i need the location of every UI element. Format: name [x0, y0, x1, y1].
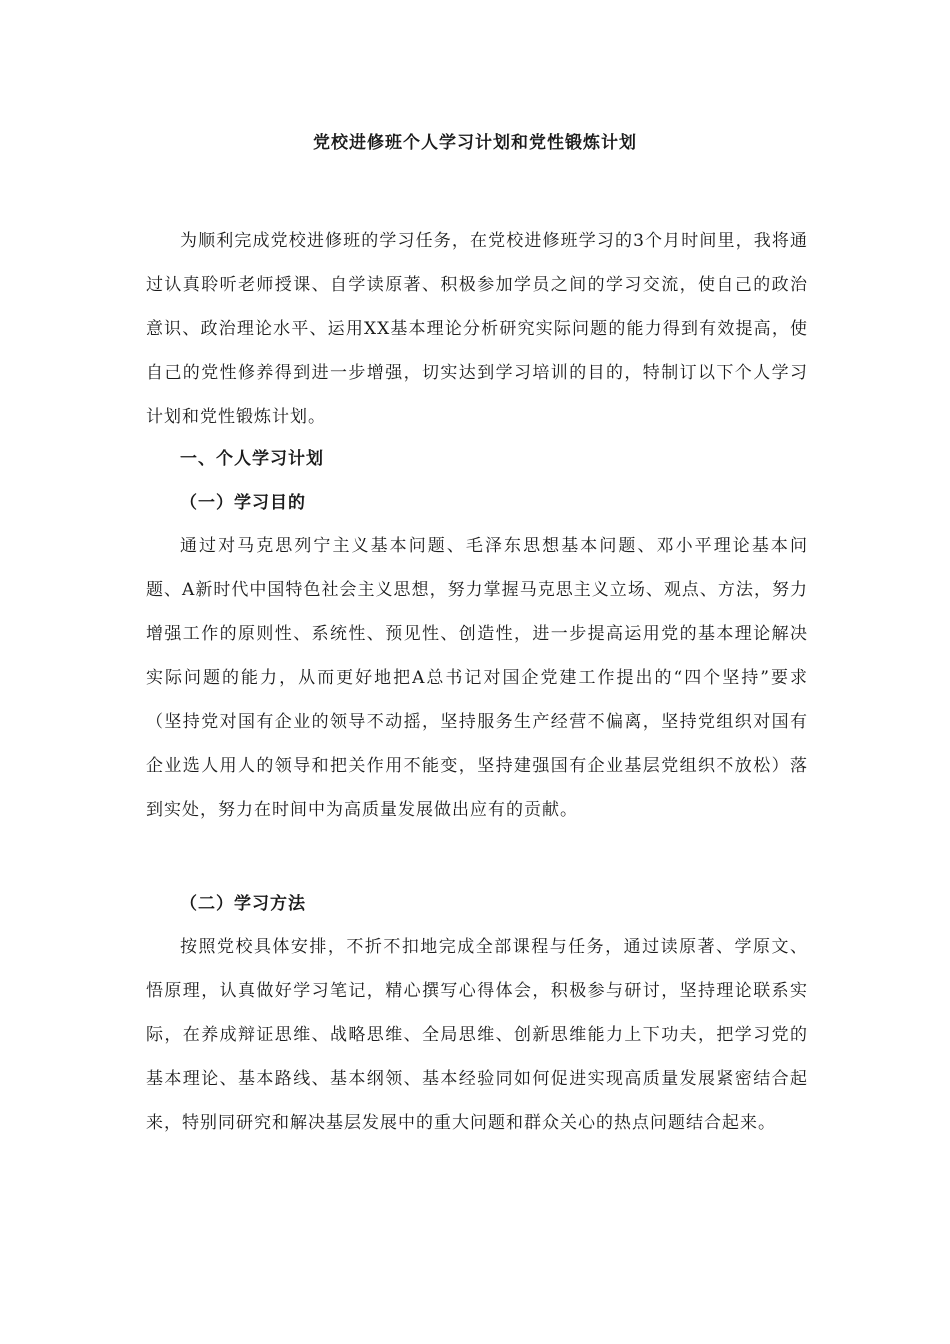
document-title: 党校进修班个人学习计划和党性锻炼计划 — [313, 133, 637, 153]
intro-paragraph: 为顺利完成党校进修班的学习任务，在党校进修班学习的3个月时间里，我将通过认真聆听老师授课、自学读原著、积极参加学员之间的学习交流，使自己的政治意识、政治理论水平、运用XX基本理论分析研究实际问题的能力得到有效提高，使自己的党性修养得到进一步增强，切实达到学习培训的目的，特制订以下个人学习计划和党性锻炼计划。 — [146, 231, 808, 427]
section-heading-study-plan: 一、个人学习计划 — [180, 449, 324, 469]
subsection-heading-purpose: （一）学习目的 — [180, 493, 306, 513]
subsection-heading-method: （二）学习方法 — [180, 894, 306, 914]
method-paragraph: 按照党校具体安排，不折不扣地完成全部课程与任务，通过读原著、学原文、悟原理，认真做好学习笔记，精心撰写心得体会，积极参与研讨，坚持理论联系实际，在养成辩证思维、战略思维、全局思维、创新思维能力上下功夫，把学习党的基本理论、基本路线、基本纲领、基本经验同如何促进实现高质量发展紧密结合起来，特别同研究和解决基层发展中的重大问题和群众关心的热点问题结合起来。 — [146, 937, 808, 1133]
purpose-paragraph: 通过对马克思列宁主义基本问题、毛泽东思想基本问题、邓小平理论基本问题、A新时代中国特色社会主义思想，努力掌握马克思主义立场、观点、方法，努力增强工作的原则性、系统性、预见性、创造性，进一步提高运用党的基本理论解决实际问题的能力，从而更好地把A总书记对国企党建工作提出的“四个坚持”要求（坚持党对国有企业的领导不动摇，坚持服务生产经营不偏离，坚持党组织对国有企业选人用人的领导和把关作用不能变，坚持建强国有企业基层党组织不放松）落到实处，努力在时间中为高质量发展做出应有的贡献。 — [146, 536, 808, 820]
